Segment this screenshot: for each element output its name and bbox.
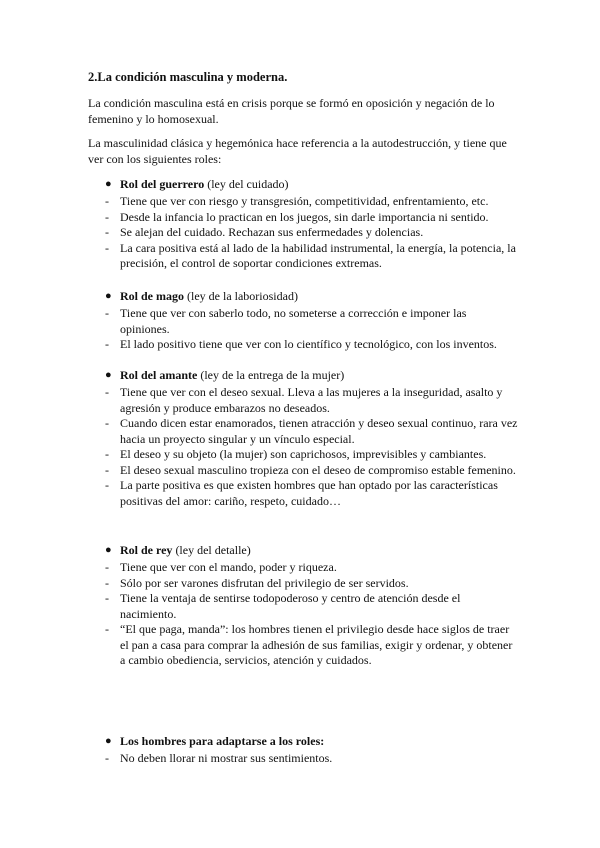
list-item: - Tiene que ver con saberlo todo, no someterse a corrección e imponer las opiniones. (105, 306, 467, 336)
role-section-mago (88, 288, 518, 353)
bullet-icon: ● (105, 544, 112, 556)
list-item: - El deseo sexual masculino tropieza con el deseo de compromiso estable femenino. (105, 462, 516, 477)
role-section-guerrero (88, 176, 518, 272)
list-item: - La cara positiva está al lado de la habilidad instrumental, la energía, la potencia, la precisión, el control de soportar condiciones extremas. (105, 240, 516, 270)
list-item: - La parte positiva es que existen hombres que han optado por las características positivas del amor: cariño, respeto, cuidado… (105, 478, 498, 508)
dash-icon: - (105, 575, 109, 590)
list-item: - Se alejan del cuidado. Rechazan sus enfermedades y dolencias. (105, 225, 424, 239)
page-title: 2.La condición masculina y moderna. (88, 70, 288, 84)
dash-icon: - (105, 385, 109, 399)
bullet-icon: ● (105, 290, 112, 302)
dash-icon: - (105, 751, 109, 765)
dash-icon: - (105, 462, 109, 477)
list-item: - Tiene que ver con riesgo y transgresión, competitividad, enfrentamiento, etc. (105, 194, 489, 208)
role-section-amante (88, 367, 518, 509)
role-name: Rol del amante (120, 368, 198, 382)
bullet-icon: ● (105, 735, 112, 747)
dash-icon: - (105, 622, 109, 636)
role-law: (ley de la laboriosidad) (184, 289, 298, 303)
bullet-icon: ● (105, 369, 112, 381)
list-item: - No deben llorar ni mostrar sus sentimientos. (105, 751, 333, 765)
list-item: - El deseo y su objeto (la mujer) son caprichosos, imprevisibles y cambiantes. (105, 447, 487, 461)
dash-icon: - (105, 209, 109, 224)
role-name: Rol del guerrero (120, 177, 205, 191)
dash-icon: - (105, 240, 109, 255)
dash-icon: - (105, 225, 109, 239)
dash-icon: - (105, 416, 109, 430)
list-item: - Sólo por ser varones disfrutan del privilegio de ser servidos. (105, 575, 409, 590)
dash-icon: - (105, 447, 109, 461)
role-heading (88, 367, 518, 385)
dash-icon: - (105, 591, 109, 605)
role-heading (88, 176, 518, 194)
intro-paragraph: La condición masculina está en crisis porque se formó en oposición y negación de lo femenino y lo homosexual. (88, 96, 495, 126)
role-section-rey (88, 542, 518, 669)
list-item: - Desde la infancia lo practican en los juegos, sin darle importancia ni sentido. (105, 209, 489, 224)
role-name: Los hombres para adaptarse a los roles: (120, 734, 325, 748)
role-law: (ley de la entrega de la mujer) (197, 368, 345, 382)
dash-icon: - (105, 306, 109, 320)
list-item: - “El que paga, manda”: los hombres tienen el privilegio desde hace siglos de traer el pan a casa para comprar la adhesión de sus familias, exigir y ordenar, y obtener a cambio obediencia, servicios, atención y cuidados. (105, 622, 513, 667)
role-law: (ley del cuidado) (204, 177, 289, 191)
list-item: - Tiene que ver con el mando, poder y riqueza. (105, 560, 337, 574)
role-name: Rol de mago (120, 289, 184, 303)
role-name: Rol de rey (120, 543, 173, 557)
dash-icon: - (105, 478, 109, 492)
list-item: - Tiene que ver con el deseo sexual. Lleva a las mujeres a la inseguridad, asalto y agresión y produce embarazos no deseados. (105, 385, 503, 415)
dash-icon: - (105, 560, 109, 574)
dash-icon: - (105, 194, 109, 208)
role-heading (88, 733, 518, 751)
list-item: - El lado positivo tiene que ver con lo científico y tecnológico, con los inventos. (105, 337, 497, 351)
role-section-adaptarse (88, 733, 518, 767)
dash-icon: - (105, 337, 109, 351)
list-item: - Tiene la ventaja de sentirse todopoderoso y centro de atención desde el nacimiento. (105, 591, 461, 621)
list-item: - Cuando dicen estar enamorados, tienen atracción y deseo sexual continuo, rara vez hacia un proyecto singular y un vínculo especial. (105, 416, 518, 446)
role-heading (88, 542, 518, 560)
role-law: (ley del detalle) (172, 543, 251, 557)
bullet-icon: ● (105, 178, 112, 190)
role-heading (88, 288, 518, 306)
intro-paragraph: La masculinidad clásica y hegemónica hace referencia a la autodestrucción, y tiene que ver con los siguientes roles: (88, 136, 507, 166)
